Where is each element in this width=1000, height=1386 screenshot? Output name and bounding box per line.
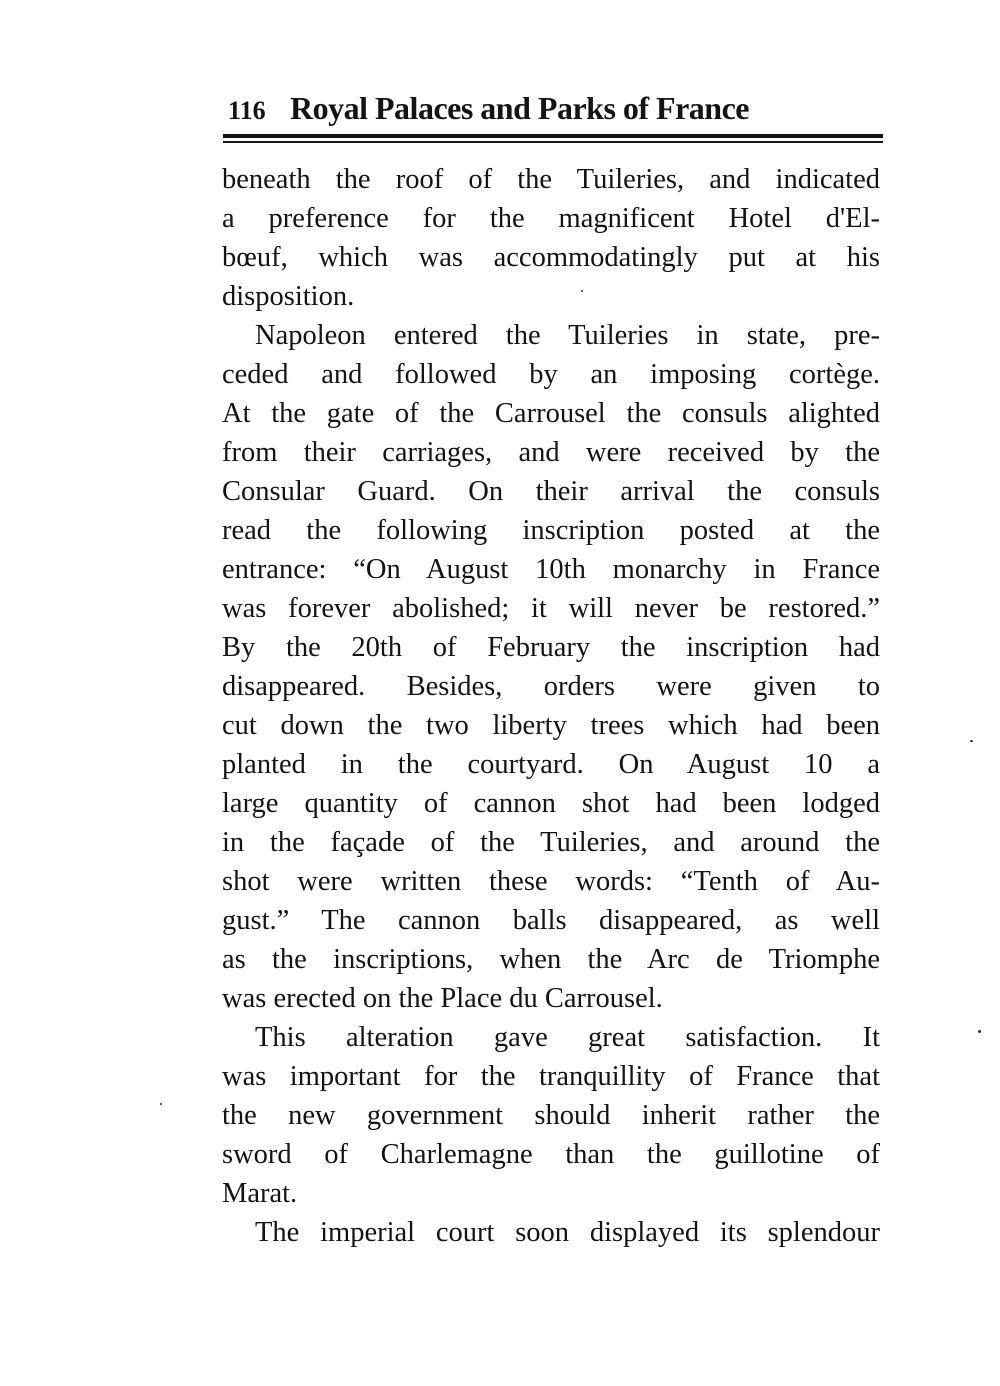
text-line: The imperial court soon displayed its splendour bbox=[255, 1217, 880, 1248]
text-line: cut down the two liberty trees which had been bbox=[222, 710, 880, 741]
text-line: This alteration gave great satisfaction. It bbox=[255, 1022, 880, 1053]
text-line: disposition. bbox=[222, 281, 355, 312]
scan-speck bbox=[978, 1030, 981, 1033]
page-number: 116 bbox=[228, 96, 266, 125]
text-line: gust.” The cannon balls disappeared, as well bbox=[222, 905, 880, 936]
running-title: Royal Palaces and Parks of France bbox=[290, 90, 749, 126]
text-line: in the façade of the Tuileries, and around the bbox=[222, 827, 880, 858]
text-line: was important for the tranquillity of France that bbox=[222, 1061, 880, 1092]
text-line: By the 20th of February the inscription had bbox=[222, 632, 880, 663]
text-line: entrance: “On August 10th monarchy in France bbox=[222, 554, 880, 585]
text-line: was forever abolished; it will never be restored.” bbox=[222, 593, 880, 624]
header-rule-thick bbox=[223, 134, 883, 138]
text-line: disappeared. Besides, orders were given to bbox=[222, 671, 880, 702]
text-line: was erected on the Place du Carrousel. bbox=[222, 983, 663, 1014]
text-line: ceded and followed by an imposing cortège. bbox=[222, 359, 880, 390]
scan-speck bbox=[160, 1103, 162, 1105]
text-line: sword of Charlemagne than the guillotine of bbox=[222, 1139, 880, 1170]
text-line: bœuf, which was accommodatingly put at his bbox=[222, 242, 880, 273]
body-text bbox=[222, 160, 880, 1252]
text-line: Consular Guard. On their arrival the consuls bbox=[222, 476, 880, 507]
text-line: as the inscriptions, when the Arc de Triomphe bbox=[222, 944, 880, 975]
text-line: shot were written these words: “Tenth of Au- bbox=[222, 866, 880, 897]
text-line: Marat. bbox=[222, 1178, 298, 1209]
header-rule-thin bbox=[223, 141, 883, 143]
text-line: the new government should inherit rather the bbox=[222, 1100, 880, 1131]
scan-speck bbox=[581, 290, 583, 292]
text-line: large quantity of cannon shot had been lodged bbox=[222, 788, 880, 819]
text-line: At the gate of the Carrousel the consuls alighted bbox=[222, 398, 880, 429]
text-line: read the following inscription posted at the bbox=[222, 515, 880, 546]
text-line: from their carriages, and were received by the bbox=[222, 437, 880, 468]
text-line: Napoleon entered the Tuileries in state, pre- bbox=[255, 320, 880, 351]
page-header bbox=[223, 90, 883, 132]
text-line: planted in the courtyard. On August 10 a bbox=[222, 749, 880, 780]
text-line: a preference for the magnificent Hotel d'El- bbox=[222, 203, 880, 234]
scan-speck bbox=[970, 740, 973, 742]
text-line: beneath the roof of the Tuileries, and indicated bbox=[222, 164, 880, 195]
